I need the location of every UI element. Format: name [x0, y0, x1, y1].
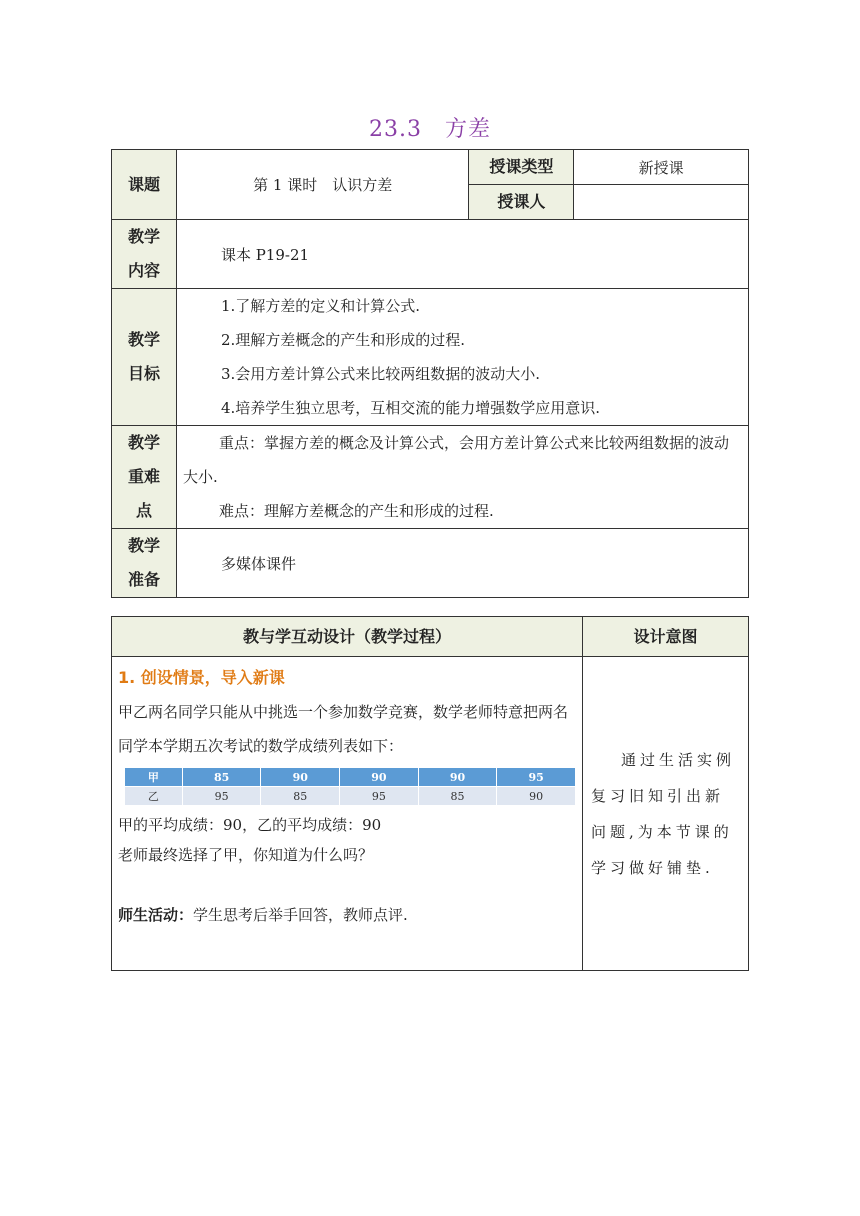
score-row-jia	[125, 768, 576, 787]
goals-label: 教学目标	[112, 289, 177, 426]
teacher-value	[574, 185, 749, 220]
prep-value: 多媒体课件	[176, 529, 748, 598]
activity-label: 师生活动：	[118, 906, 194, 924]
type-value: 新授课	[574, 150, 749, 185]
topic-value: 第 1 课时 认识方差	[176, 150, 469, 220]
goal-item: 2.理解方差概念的产生和形成的过程.	[220, 331, 466, 349]
score-cell: 90	[418, 768, 497, 787]
keypoints-cell	[176, 426, 748, 529]
score-cell: 85	[261, 787, 340, 806]
score-cell: 85	[418, 787, 497, 806]
score-cell: 85	[182, 768, 261, 787]
score-cell: 95	[182, 787, 261, 806]
score-cell: 90	[340, 768, 419, 787]
average-line: 甲的平均成绩：90，乙的平均成绩：90	[118, 816, 382, 834]
goal-item: 3.会用方差计算公式来比较两组数据的波动大小.	[220, 365, 541, 383]
question-line: 老师最终选择了甲，你知道为什么吗？	[118, 846, 374, 864]
score-table	[124, 767, 576, 806]
intro-text: 甲乙两名同学只能从中挑选一个参加数学竞赛，数学老师特意把两名同学本学期五次考试的数学成绩列表如下：	[118, 703, 569, 755]
score-cell: 95	[340, 787, 419, 806]
content-value: 课本 P19-21	[176, 220, 748, 289]
score-cell: 90	[497, 787, 576, 806]
topic-label: 课题	[112, 150, 177, 220]
score-cell: 90	[261, 768, 340, 787]
section-title: 1. 创设情景，导入新课	[118, 668, 285, 687]
key-point: 重点：掌握方差的概念及计算公式，会用方差计算公式来比较两组数据的波动大小.	[182, 434, 729, 486]
lesson-info-table	[111, 149, 749, 598]
score-cell: 95	[497, 768, 576, 787]
process-table	[111, 616, 749, 971]
teacher-label: 授课人	[469, 185, 574, 220]
goals-list	[176, 289, 748, 426]
process-content	[112, 657, 583, 971]
difficult-point: 难点：理解方差概念的产生和形成的过程.	[218, 502, 494, 520]
score-row-yi	[125, 787, 576, 806]
intent-header: 设计意图	[583, 617, 749, 657]
process-header: 教与学互动设计（教学过程）	[112, 617, 583, 657]
type-label: 授课类型	[469, 150, 574, 185]
score-name: 甲	[125, 768, 183, 787]
keypoints-label: 教学重难点	[112, 426, 177, 529]
page-title: 23.3 方差	[369, 117, 491, 142]
intent-cell	[583, 657, 749, 971]
goal-item: 4.培养学生独立思考，互相交流的能力增强数学应用意识.	[220, 399, 601, 417]
prep-label: 教学准备	[112, 529, 177, 598]
activity-text: 学生思考后举手回答，教师点评.	[193, 906, 408, 924]
goal-item: 1.了解方差的定义和计算公式.	[220, 297, 421, 315]
score-name: 乙	[125, 787, 183, 806]
intent-text: 通过生活实例复习旧知引出新问题,为本节课的学习做好铺垫.	[591, 750, 736, 877]
content-label: 教学内容	[112, 220, 177, 289]
